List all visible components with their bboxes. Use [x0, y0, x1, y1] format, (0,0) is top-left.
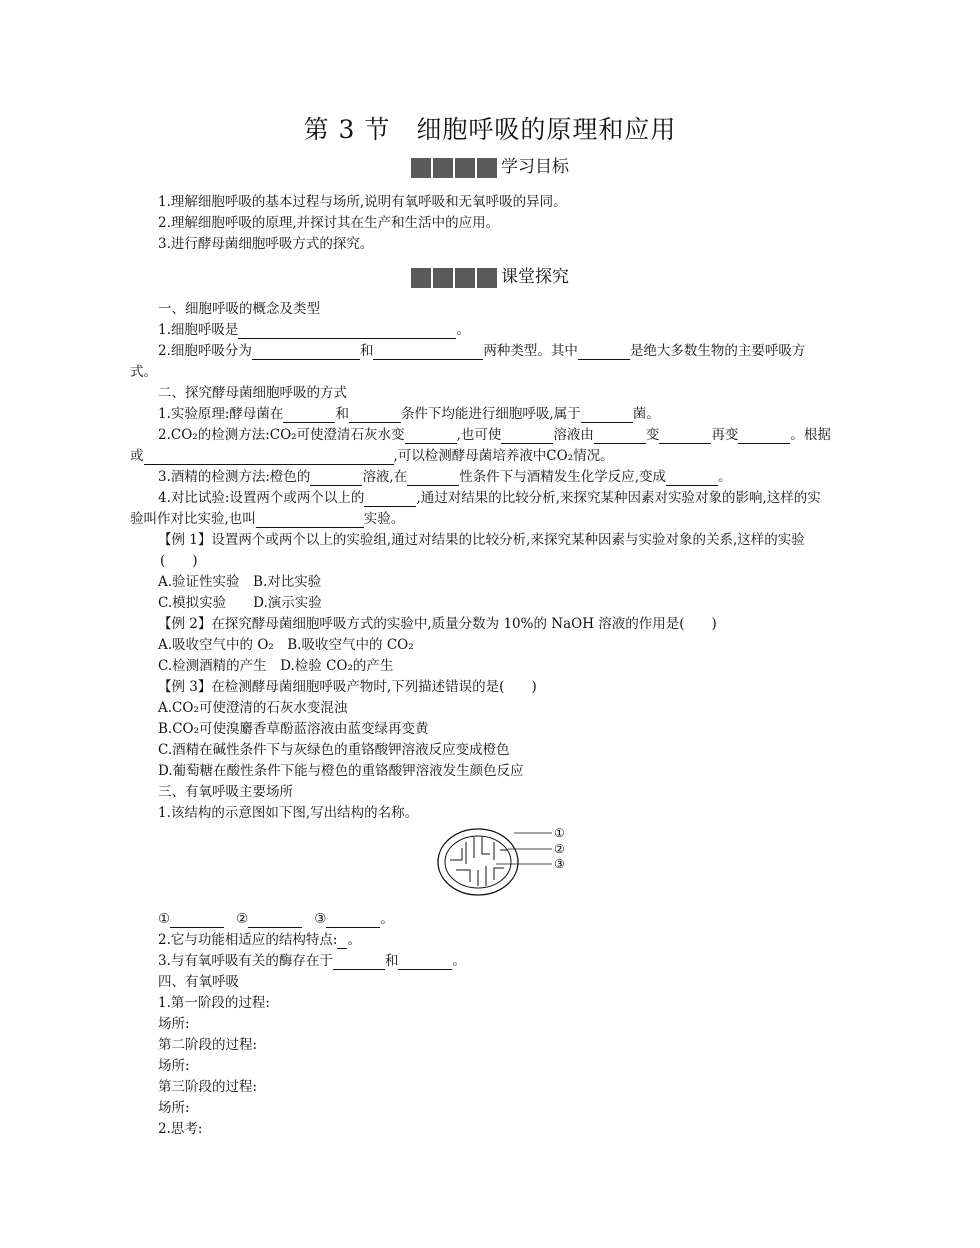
- example-1-options-cd: C.模拟实验 D.演示实验: [158, 595, 322, 611]
- answer-blank[interactable]: [407, 471, 459, 486]
- goal-item: 2.理解细胞呼吸的原理,并探讨其在生产和生活中的应用。: [158, 215, 500, 231]
- answer-blank[interactable]: [170, 913, 224, 928]
- part1-q1: 1.细胞呼吸是 。: [158, 322, 470, 338]
- answer-blank[interactable]: [501, 429, 553, 444]
- diagram-label-1: ①: [554, 826, 565, 840]
- answer-blank[interactable]: [283, 408, 335, 423]
- part3-heading: 三、有氧呼吸主要场所: [158, 784, 293, 800]
- answer-blank[interactable]: [238, 324, 456, 339]
- part2-l1: 1.实验原理:酵母菌在 和 条件下均能进行细胞呼吸,属于 菌。: [158, 406, 660, 422]
- part4-line: 场所:: [158, 1016, 190, 1032]
- answer-blank[interactable]: [144, 450, 394, 465]
- section-bar-icon: [411, 267, 499, 288]
- example-3-option-b: B.CO₂可使溴麝香草酚蓝溶液由蓝变绿再变黄: [158, 721, 429, 737]
- cristae: [450, 837, 508, 886]
- mitochondrion-diagram: [430, 820, 580, 905]
- answer-blank[interactable]: [594, 429, 646, 444]
- answer-blank[interactable]: [578, 345, 630, 360]
- example-2-options-cd: C.检测酒精的产生 D.检验 CO₂的产生: [158, 658, 394, 674]
- example-2-question: 【例 2】在探究酵母菌细胞呼吸方式的实验中,质量分数为 10%的 NaOH 溶液的作用是( ): [158, 616, 717, 632]
- answer-blank[interactable]: [581, 408, 633, 423]
- answer-blank[interactable]: [256, 513, 364, 528]
- part3-l2: 2.它与功能相适应的结构特点: 。: [158, 932, 361, 948]
- goal-item: 1.理解细胞呼吸的基本过程与场所,说明有氧呼吸和无氧呼吸的异同。: [158, 194, 567, 210]
- example-1-question: 【例 1】设置两个或两个以上的实验组,通过对结果的比较分析,来探究某种因素与实验对象的关系,这样的实验: [158, 532, 805, 548]
- goal-item: 3.进行酵母菌细胞呼吸方式的探究。: [158, 236, 374, 252]
- part1-q2: 2.细胞呼吸分为 和 两种类型。其中 是绝大多数生物的主要呼吸方: [158, 343, 806, 359]
- part3-answers: ① ② ③ 。: [158, 911, 394, 927]
- part1-heading: 一、细胞呼吸的概念及类型: [158, 301, 320, 317]
- example-1-options-ab: A.验证性实验 B.对比实验: [158, 574, 322, 590]
- diagram-label-2: ②: [554, 842, 565, 856]
- answer-blank[interactable]: [310, 471, 362, 486]
- part4-heading: 四、有氧呼吸: [158, 974, 239, 990]
- part4-line: 第三阶段的过程:: [158, 1079, 258, 1095]
- answer-blank[interactable]: [333, 955, 385, 970]
- answer-blank[interactable]: [248, 913, 302, 928]
- part4-line: 1.第一阶段的过程:: [158, 995, 270, 1011]
- answer-blank[interactable]: [398, 955, 452, 970]
- answer-blank[interactable]: [364, 492, 416, 507]
- answer-blank[interactable]: [738, 429, 790, 444]
- answer-blank[interactable]: [252, 345, 360, 360]
- example-3-question: 【例 3】在检测酵母菌细胞呼吸产物时,下列描述错误的是( ): [158, 679, 537, 695]
- answer-blank[interactable]: [373, 345, 483, 360]
- part3-l3: 3.与有氧呼吸有关的酶存在于 和 。: [158, 953, 466, 969]
- answer-blank[interactable]: [666, 471, 718, 486]
- part4-line: 第二阶段的过程:: [158, 1037, 258, 1053]
- part4-line: 2.思考:: [158, 1121, 203, 1137]
- part2-l2: 2.CO₂的检测方法:CO₂可使澄清石灰水变 ,也可使 溶液由 变 再变 。根据: [158, 427, 831, 443]
- part2-l3: 或 ,可以检测酵母菌培养液中CO₂情况。: [130, 448, 614, 464]
- part4-line: 场所:: [158, 1100, 190, 1116]
- part2-heading: 二、探究酵母菌细胞呼吸的方式: [158, 385, 347, 401]
- answer-blank[interactable]: [337, 934, 347, 949]
- example-3-option-c: C.酒精在碱性条件下与灰绿色的重铬酸钾溶液反应变成橙色: [158, 742, 510, 758]
- diagram-label-3: ③: [554, 857, 565, 871]
- answer-blank[interactable]: [659, 429, 711, 444]
- section-goals-header: [0, 152, 980, 178]
- part3-l1: 1.该结构的示意图如下图,写出结构的名称。: [158, 805, 419, 821]
- answer-blank[interactable]: [326, 913, 380, 928]
- part2-l6: 验叫作对比实验,也叫 实验。: [130, 511, 405, 527]
- part2-l5: 4.对比试验:设置两个或两个以上的 ,通过对结果的比较分析,来探究某种因素对实验对象的影响,这样的实: [158, 490, 821, 506]
- example-3-option-a: A.CO₂可使澄清的石灰水变混浊: [158, 700, 348, 716]
- page-title: 第 3 节 细胞呼吸的原理和应用: [303, 115, 677, 144]
- example-1-paren: ( ): [160, 553, 198, 569]
- answer-blank[interactable]: [349, 408, 401, 423]
- section-bar-icon: [411, 157, 499, 178]
- part2-l4: 3.酒精的检测方法:橙色的 溶液,在 性条件下与酒精发生化学反应,变成 。: [158, 469, 732, 485]
- section-explore-title: 课堂探究: [501, 267, 569, 287]
- example-2-options-ab: A.吸收空气中的 O₂ B.吸收空气中的 CO₂: [158, 637, 414, 653]
- part1-q2-cont: 式。: [130, 364, 157, 380]
- answer-blank[interactable]: [405, 429, 457, 444]
- part4-line: 场所:: [158, 1058, 190, 1074]
- section-goals-title: 学习目标: [501, 157, 569, 177]
- section-explore-header: [0, 262, 980, 288]
- example-3-option-d: D.葡萄糖在酸性条件下能与橙色的重铬酸钾溶液发生颜色反应: [158, 763, 524, 779]
